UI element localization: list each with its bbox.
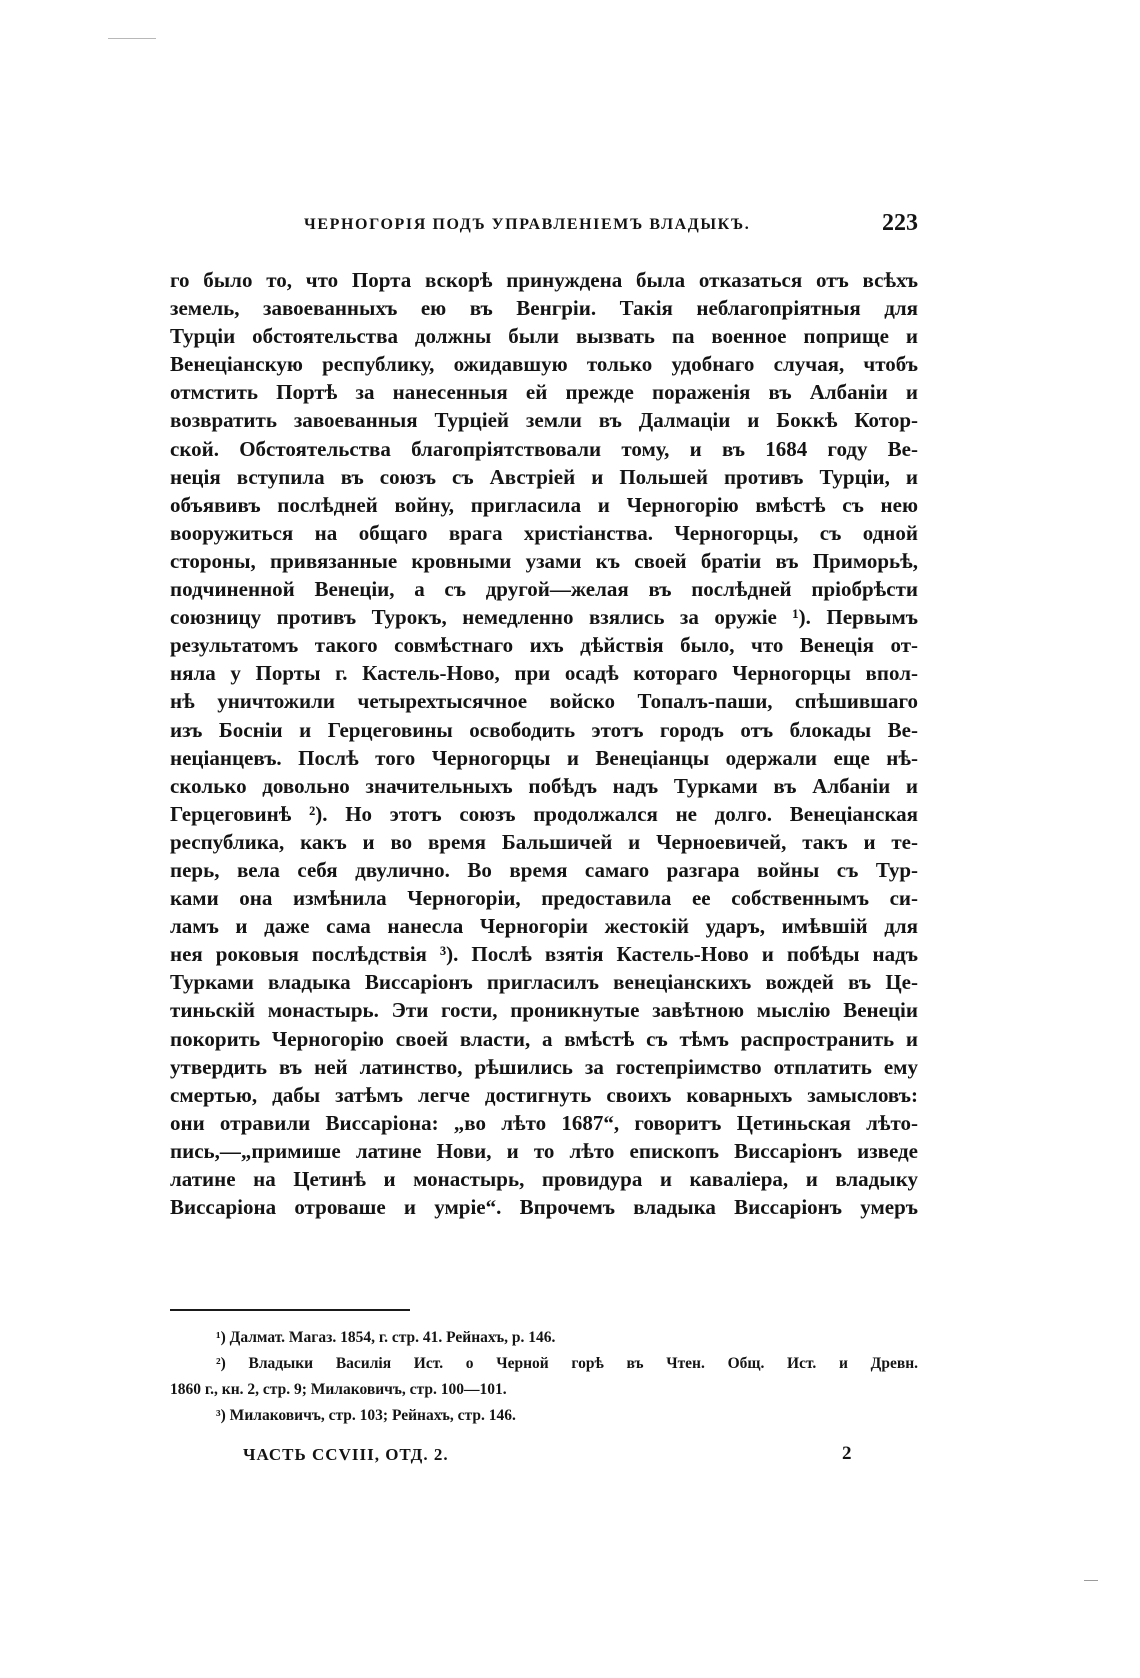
text-line: Венеціанскую республику, ожидавшую только удобнаго случая, чтобъ [170, 352, 918, 377]
text-line: сколько довольно значительныхъ побѣдъ надъ Турками въ Албаніи и [170, 773, 918, 798]
text-line: неціанцевъ. Послѣ того Черногорцы и Венеціанцы одержали еще нѣ- [170, 745, 918, 770]
footnote-divider [170, 1309, 410, 1311]
text-line: покорить Черногорію своей власти, а вмѣстѣ съ тѣмъ распространить и [170, 1026, 918, 1051]
text-line: ками она измѣнила Черногоріи, предоставила ее собственнымъ си- [170, 886, 918, 911]
main-text [170, 266, 918, 1221]
text-line: они отравили Виссаріона: „во лѣто 1687“, говоритъ Цетиньская лѣто- [170, 1110, 918, 1135]
text-line: нѣ уничтожили четырехтысячное войско Топалъ-паши, спѣшившаго [170, 689, 918, 714]
text-line: утвердить въ ней латинство, рѣшились за гостепріимство отплатить ему [170, 1054, 918, 1079]
text-line: республика, какъ и во время Бальшичей и Черноевичей, такъ и те- [170, 829, 918, 854]
text-line: го было то, что Порта вскорѣ принуждена была отказаться отъ всѣхъ [170, 268, 918, 292]
text-line: перь, вела себя двулично. Во время самаго разгара войны съ Тур- [170, 857, 918, 882]
text-line: Герцеговинѣ ²). Но этотъ союзъ продолжался не долго. Венеціанская [170, 801, 918, 826]
text-line: тиньскій монастырь. Эти гости, проникнутые завѣтною мыслію Венеціи [170, 998, 918, 1023]
footnote-2: ²) Владыки Василія Ист. о Черной горѣ въ Чтен. Общ. Ист. и Древн. [216, 1355, 918, 1372]
text-line: результатомъ такого совмѣстнаго ихъ дѣйствія было, что Венеція от- [170, 633, 918, 658]
page-number: 223 [882, 210, 918, 236]
sheet-number: 2 [842, 1443, 852, 1464]
page-header [304, 210, 918, 244]
footnote-3: ³) Милаковичъ, стр. 103; Рейнахъ, стр. 146. [216, 1407, 516, 1424]
text-line: няла у Порты г. Кастель-Ново, при осадѣ котораго Черногорцы впол- [170, 661, 918, 686]
text-line: изъ Босніи и Герцеговины освободить этотъ городъ отъ блокады Ве- [170, 717, 918, 742]
text-line: возвратить завоеванныя Турціей земли въ Далмаціи и Боккѣ Котор- [170, 408, 918, 433]
printer-signature: ЧАСТЬ CCVIII, ОТД. 2. [243, 1445, 449, 1464]
footnote-2-continuation: 1860 г., кн. 2, стр. 9; Милаковичъ, стр. 100—101. [170, 1381, 507, 1398]
text-line: пись,—„примише латине Нови, и то лѣто епископъ Виссаріонъ изведе [170, 1138, 918, 1163]
text-line: стороны, привязанные кровными узами къ своей братіи въ Приморьѣ, [170, 548, 918, 573]
text-line: Турціи обстоятельства должны были вызвать па военное поприще и [170, 324, 918, 349]
text-line: объявивъ послѣдней войну, пригласила и Черногорію вмѣстѣ съ нею [170, 492, 918, 517]
text-line: латине на Цетинѣ и монастырь, провидура и кавалiера, и владыку [170, 1167, 918, 1191]
text-line: Виссаріона отроваше и умріе“. Впрочемъ владыка Виссаріонъ умеръ [170, 1195, 918, 1220]
text-line: вооружиться на общаго врага христіанства. Черногорцы, съ одной [170, 520, 918, 545]
running-title: ЧЕРНОГОРІЯ ПОДЪ УПРАВЛЕНІЕМЪ ВЛАДЫКЪ. [304, 216, 751, 233]
text-line: нея роковыя послѣдствія ³). Послѣ взятія Кастель-Ново и побѣды надъ [170, 942, 918, 967]
text-line: неція вступила въ союзъ съ Австріей и Польшей противъ Турціи, и [170, 464, 918, 489]
footnotes [170, 1325, 918, 1429]
text-line: смертью, дабы затѣмъ легче достигнуть своихъ коварныхъ замысловъ: [170, 1082, 918, 1107]
text-line: ламъ и даже сама нанесла Черногоріи жестокій ударъ, имѣвшій для [170, 914, 918, 939]
scan-edge-mark [108, 38, 156, 39]
text-line: отмстить Портѣ за нанесенныя ей прежде пораженія въ Албаніи и [170, 380, 918, 405]
scan-margin-mark [1084, 1580, 1098, 1581]
footnote-1: ¹) Далмат. Магаз. 1854, г. стр. 41. Рейнахъ, p. 146. [216, 1329, 556, 1346]
text-line: союзницу противъ Турокъ, немедленно взялись за оружіе ¹). Первымъ [170, 605, 918, 630]
text-line: земель, завоеванныхъ ею въ Венгріи. Такія неблагопріятныя для [170, 296, 918, 321]
text-line: ской. Обстоятельства благопріятствовали тому, и въ 1684 году Ве- [170, 436, 918, 461]
text-line: Турками владыка Виссаріонъ пригласилъ венеціанскихъ вождей въ Це- [170, 970, 918, 995]
text-line: подчиненной Венеціи, а съ другой—желая въ послѣдней пріобрѣсти [170, 577, 918, 602]
